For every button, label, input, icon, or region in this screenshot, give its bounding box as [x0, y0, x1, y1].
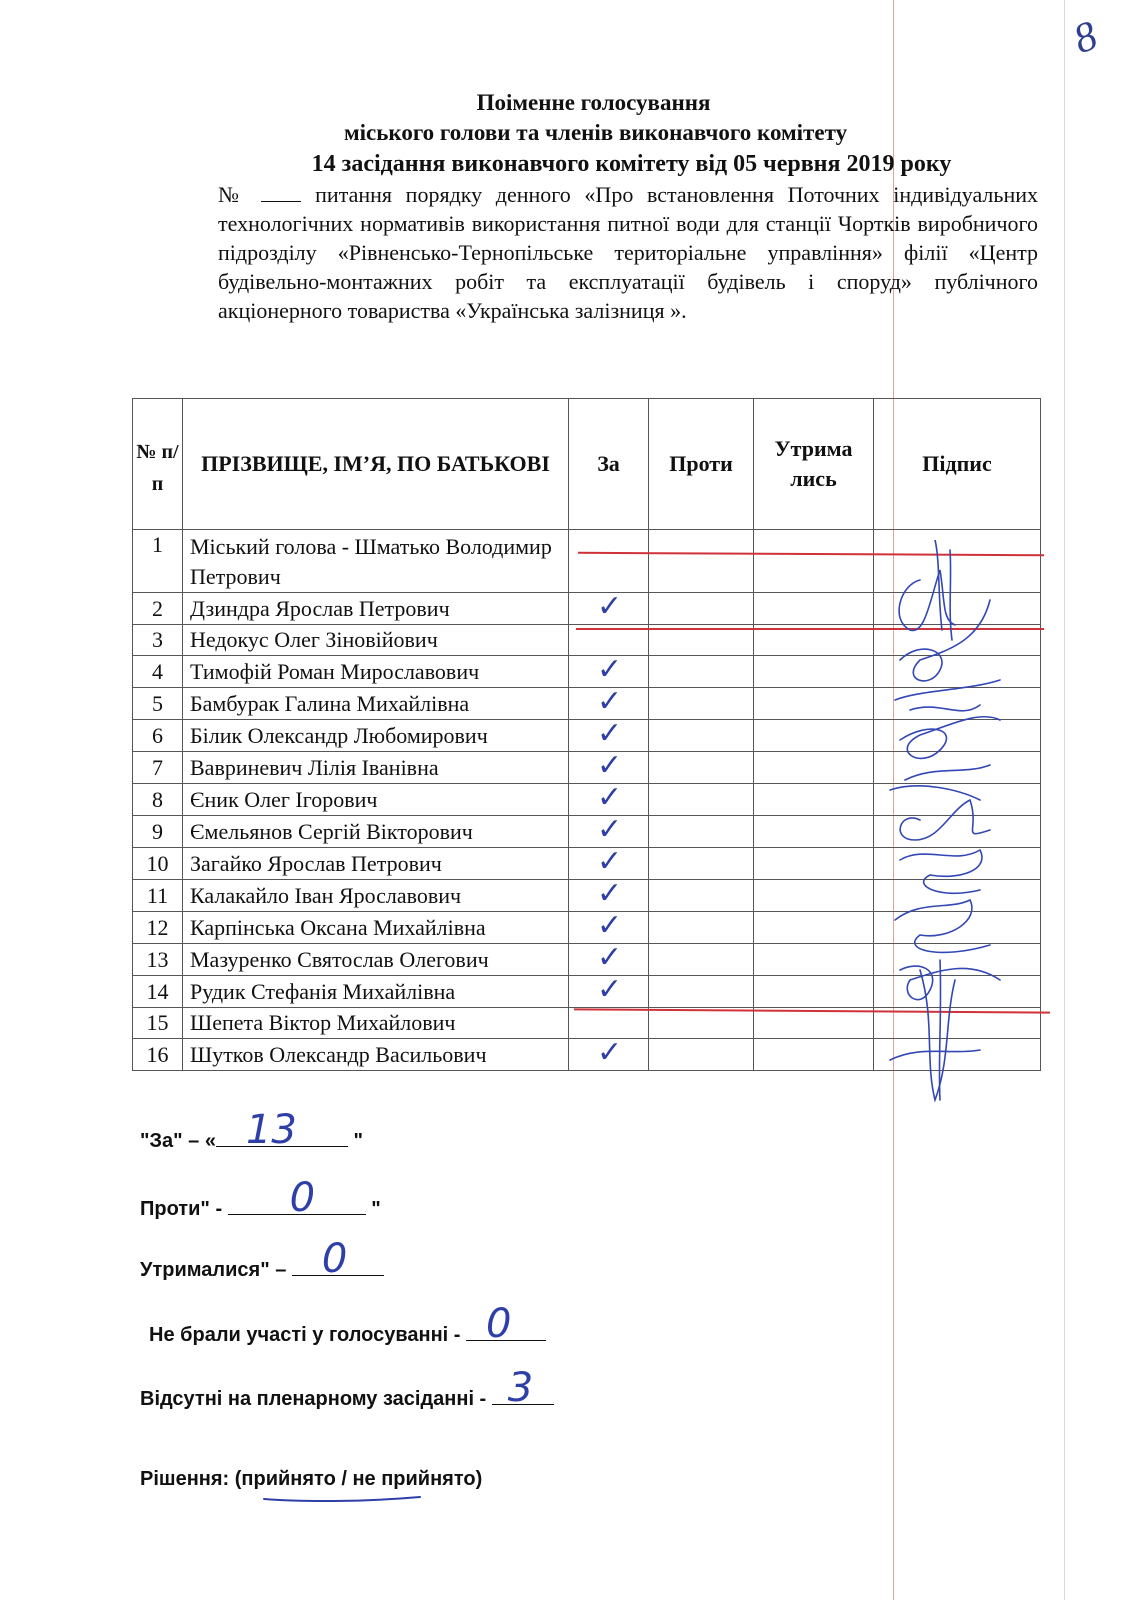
row-number: 6 — [133, 720, 183, 752]
question-prefix: № — [218, 182, 248, 207]
member-name: Єник Олег Ігорович — [183, 784, 569, 816]
member-name: Рудик Стефанія Михайлівна — [183, 976, 569, 1008]
checkmark-icon: ✓ — [597, 1035, 623, 1070]
row-number: 3 — [133, 625, 183, 656]
vote-abstained-cell — [754, 688, 874, 720]
tally-abstained-field — [292, 1236, 384, 1282]
tally-for — [140, 1107, 364, 1153]
row-number: 12 — [133, 912, 183, 944]
header-signature: Підпис — [874, 399, 1041, 530]
document-title: Поіменне голосування — [476, 90, 711, 115]
tally-absent-value: 3 — [507, 1365, 534, 1411]
row-number: 13 — [133, 944, 183, 976]
row-number: 14 — [133, 976, 183, 1008]
vote-for-cell — [569, 812, 649, 848]
tally-abstained-value: 0 — [321, 1236, 348, 1282]
vote-for-cell — [569, 780, 649, 816]
row-number: 1 — [133, 530, 183, 593]
decision-underline — [262, 1494, 422, 1504]
row-number: 11 — [133, 880, 183, 912]
tally-not-voting-field — [466, 1301, 546, 1347]
row-number: 2 — [133, 593, 183, 625]
vote-against-cell — [649, 752, 754, 784]
vote-abstained-cell — [754, 656, 874, 688]
tally-for-label: "За" – « — [140, 1130, 216, 1152]
row-number: 16 — [133, 1039, 183, 1071]
vote-abstained-cell — [754, 912, 874, 944]
vote-for-cell — [569, 684, 649, 720]
vote-for-cell — [569, 1035, 649, 1071]
vote-abstained-cell — [754, 530, 874, 593]
tally-not-voting-label: Не брали участі у голосуванні - — [149, 1324, 461, 1346]
member-name: Бамбурак Галина Михайлівна — [183, 688, 569, 720]
vote-against-cell — [649, 593, 754, 625]
table-header-row — [133, 399, 1041, 530]
vote-for-cell — [569, 716, 649, 752]
checkmark-icon: ✓ — [597, 844, 623, 879]
row-number: 15 — [133, 1008, 183, 1039]
vote-for-cell — [569, 908, 649, 944]
tally-abstained — [140, 1236, 384, 1282]
vote-against-cell — [649, 880, 754, 912]
vote-against-cell — [649, 688, 754, 720]
vote-for-cell — [569, 844, 649, 880]
checkmark-icon: ✓ — [597, 940, 623, 975]
tally-abstained-label: Утрималися" – — [140, 1259, 287, 1281]
vote-for-cell — [569, 748, 649, 784]
vote-against-cell — [649, 530, 754, 593]
vote-abstained-cell — [754, 880, 874, 912]
question-number-blank — [261, 183, 301, 202]
vote-against-cell — [649, 720, 754, 752]
checkmark-icon: ✓ — [597, 652, 623, 687]
header-abstained: Утрима лись — [754, 399, 874, 530]
vote-abstained-cell — [754, 752, 874, 784]
row-number: 5 — [133, 688, 183, 720]
document-subtitle: міського голови та членів виконавчого комітету — [343, 120, 848, 145]
tally-against-label: Проти" - — [140, 1198, 223, 1220]
checkmark-icon: ✓ — [597, 716, 623, 751]
member-name: Недокус Олег Зіновійович — [183, 625, 569, 656]
vote-against-cell — [649, 944, 754, 976]
checkmark-icon: ✓ — [597, 972, 623, 1007]
header-number: № п/ п — [133, 399, 183, 530]
row-number: 8 — [133, 784, 183, 816]
member-name: Карпінська Оксана Михайлівна — [183, 912, 569, 944]
decision-line: Рішення: (прийнято / не прийнято) — [140, 1468, 483, 1490]
vote-abstained-cell — [754, 720, 874, 752]
tally-against-end: " — [371, 1198, 381, 1220]
checkmark-icon: ✓ — [597, 780, 623, 815]
agenda-question — [218, 180, 1038, 325]
vote-for-cell — [569, 940, 649, 976]
header-for: За — [569, 399, 649, 530]
row-number: 4 — [133, 656, 183, 688]
row-number: 9 — [133, 816, 183, 848]
checkmark-icon: ✓ — [597, 748, 623, 783]
member-name: Загайко Ярослав Петрович — [183, 848, 569, 880]
vote-abstained-cell — [754, 1039, 874, 1071]
vote-for-cell — [569, 589, 649, 625]
member-name: Мазуренко Святослав Олегович — [183, 944, 569, 976]
vote-against-cell — [649, 1008, 754, 1039]
header-name: ПРІЗВИЩЕ, ІМ’Я, ПО БАТЬКОВІ — [183, 399, 569, 530]
member-name: Шепета Віктор Михайлович — [183, 1008, 569, 1039]
tally-not-voting-value: 0 — [486, 1301, 512, 1347]
member-name: Калакайло Іван Ярославович — [183, 880, 569, 912]
vote-against-cell — [649, 816, 754, 848]
row-number: 10 — [133, 848, 183, 880]
checkmark-icon: ✓ — [597, 812, 623, 847]
checkmark-icon: ✓ — [597, 876, 623, 911]
vote-for-cell — [569, 1008, 649, 1039]
tally-absent-field — [492, 1365, 554, 1411]
row-number: 7 — [133, 752, 183, 784]
member-name: Шутков Олександр Васильович — [183, 1039, 569, 1071]
vote-abstained-cell — [754, 848, 874, 880]
vote-abstained-cell — [754, 593, 874, 625]
tally-for-value: 13 — [245, 1107, 297, 1153]
member-name: Білик Олександр Любомирович — [183, 720, 569, 752]
member-name: Ємельянов Сергій Вікторович — [183, 816, 569, 848]
vote-against-cell — [649, 656, 754, 688]
vote-abstained-cell — [754, 976, 874, 1008]
vote-for-cell — [569, 652, 649, 688]
tally-for-end: " — [353, 1130, 364, 1152]
checkmark-icon: ✓ — [597, 684, 623, 719]
header-against: Проти — [649, 399, 754, 530]
member-name: Міський голова - Шматько Володимир Петрович — [183, 530, 569, 593]
tally-against — [140, 1175, 381, 1221]
vote-abstained-cell — [754, 816, 874, 848]
tally-against-value: 0 — [289, 1175, 316, 1221]
question-text: питання порядку денного «Про встановлення Поточних індивідуальних технологічних нормативів використання питної води для станції Чортків виробничого підрозділу «Рівненсько-Тернопільське територіальне управління» філії «Центр будівельно-монтажних робіт та експлуатації будівель і споруд» публічного акціонерного товариства «Українська залізниця ». — [218, 182, 1038, 323]
checkmark-icon: ✓ — [597, 589, 623, 624]
handwritten-signatures — [880, 540, 1040, 1110]
vote-abstained-cell — [754, 784, 874, 816]
member-name: Вавриневич Лілія Іванівна — [183, 752, 569, 784]
tally-absent — [140, 1365, 554, 1411]
vote-against-cell — [649, 976, 754, 1008]
tally-not-voting — [149, 1301, 546, 1347]
tally-for-field — [216, 1107, 348, 1153]
vote-against-cell — [649, 784, 754, 816]
vote-for-cell — [569, 876, 649, 912]
handwritten-page-number: 8 — [1067, 12, 1104, 64]
checkmark-icon: ✓ — [597, 908, 623, 943]
vote-for-cell — [569, 972, 649, 1008]
vote-abstained-cell — [754, 944, 874, 976]
vote-against-cell — [649, 912, 754, 944]
vote-against-cell — [649, 848, 754, 880]
tally-against-field — [228, 1175, 366, 1221]
tally-absent-label: Відсутні на пленарному засіданні - — [140, 1388, 487, 1410]
member-name: Дзиндра Ярослав Петрович — [183, 593, 569, 625]
page-edge-line — [1064, 0, 1065, 1600]
vote-for-cell — [569, 530, 649, 593]
vote-against-cell — [649, 1039, 754, 1071]
meeting-line: 14 засідання виконавчого комітету від 05 червня 2019 року — [311, 151, 952, 177]
member-name: Тимофій Роман Мирославович — [183, 656, 569, 688]
